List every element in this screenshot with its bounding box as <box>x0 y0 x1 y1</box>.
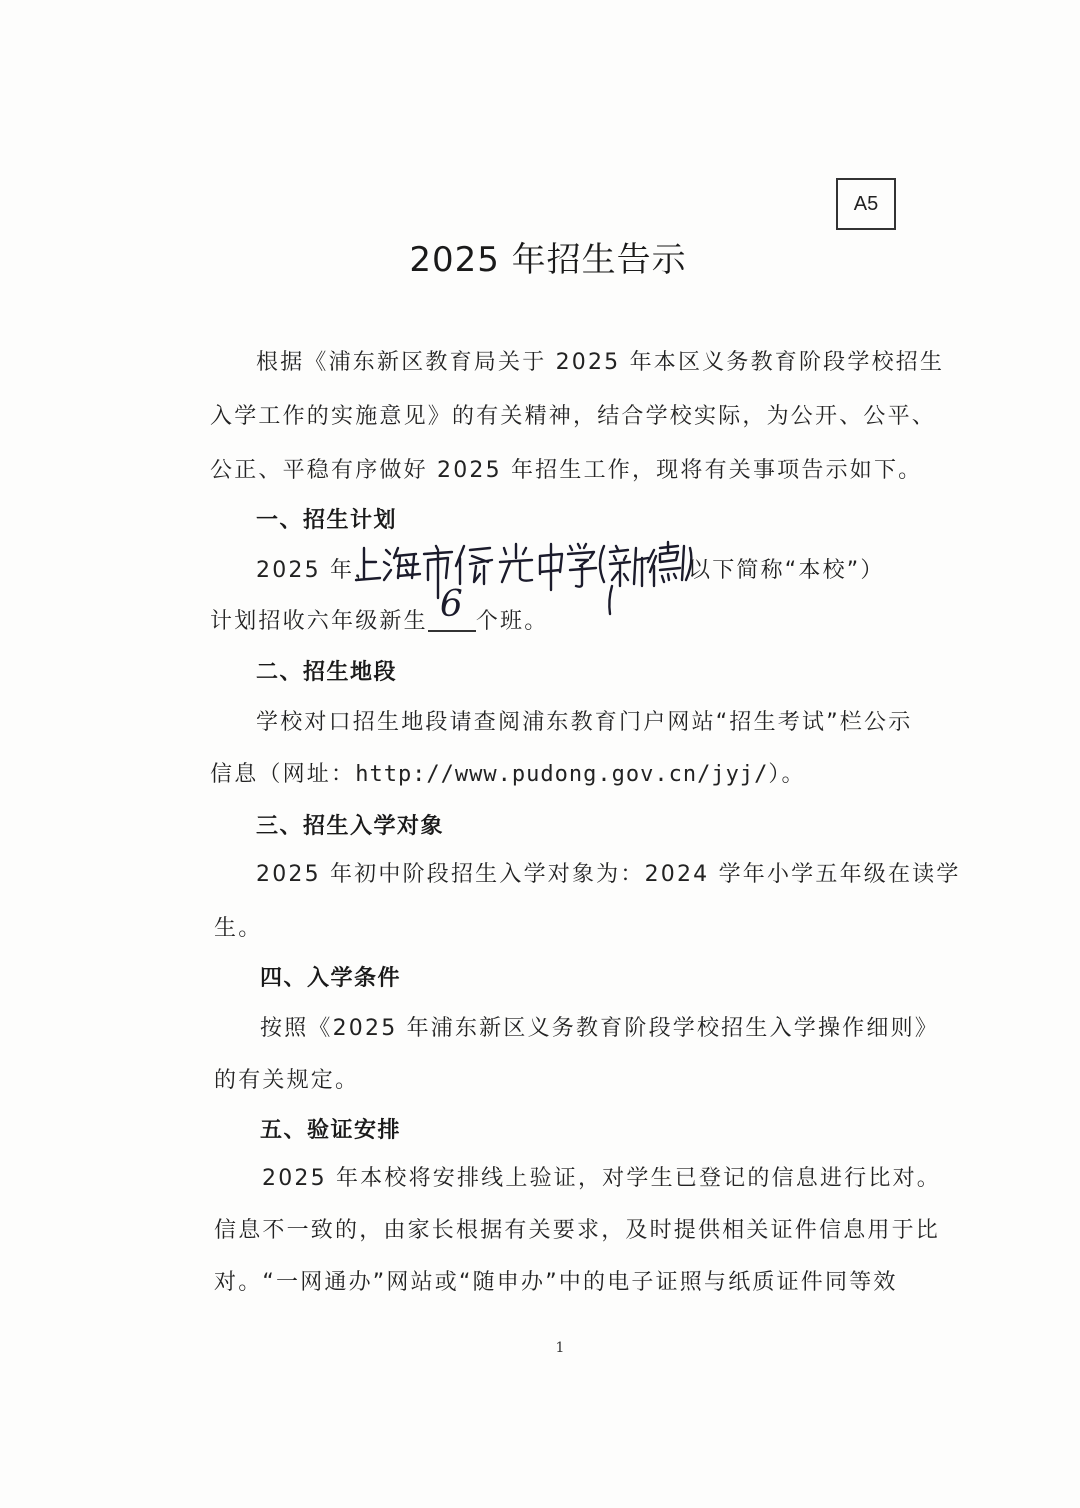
enrollment-plan-line-2-suffix: 个班。 <box>475 609 549 634</box>
fill-in-underline <box>428 630 476 632</box>
enrollment-zone-line-2 <box>210 760 806 790</box>
enrollment-zone-line-1: 学校对口招生地段请查阅浦东教育门户网站“招生考试”栏公示 <box>256 710 913 735</box>
intro-line-1: 根据《浦东新区教育局关于 2025 年本区义务教育阶段学校招生 <box>256 350 945 375</box>
page-number: 1 <box>555 1340 565 1356</box>
intro-line-3: 公正、平稳有序做好 2025 年招生工作，现将有关事项告示如下。 <box>210 458 923 483</box>
document-title: 2025 年招生告示 <box>409 240 687 280</box>
enrollment-zone-line-2-prefix: 信息（网址： <box>210 762 356 787</box>
handwritten-class-count: 6 <box>439 584 465 625</box>
admission-conditions-line-1: 按照《2025 年浦东新区义务教育阶段学校招生入学操作细则》 <box>260 1016 939 1041</box>
section-heading-eligible-students: 三、招生入学对象 <box>256 814 445 839</box>
eligible-students-line-2: 生。 <box>214 916 263 941</box>
section-heading-enrollment-zone: 二、招生地段 <box>256 660 398 685</box>
admission-conditions-line-2: 的有关规定。 <box>214 1068 360 1093</box>
enrollment-plan-line-2-prefix: 计划招收六年级新生 <box>210 609 428 634</box>
eligible-students-line-1: 2025 年初中阶段招生入学对象为：2024 学年小学五年级在读学 <box>256 862 961 887</box>
section-heading-verification: 五、验证安排 <box>260 1118 402 1143</box>
enrollment-zone-line-2-suffix: ）。 <box>768 762 806 787</box>
enrollment-plan-line-1-suffix: 以下简称“本校”） <box>688 558 885 583</box>
enrollment-plan-line-2 <box>210 584 549 637</box>
verification-line-1: 2025 年本校将安排线上验证，对学生已登记的信息进行比对。 <box>262 1166 941 1191</box>
pudong-education-url: http://www.pudong.gov.cn/jyj/ <box>355 762 769 787</box>
section-heading-enrollment-plan: 一、招生计划 <box>256 508 398 533</box>
class-count-blank <box>428 584 476 632</box>
verification-line-3: 对。“一网通办”网站或“随申办”中的电子证照与纸质证件同等效 <box>214 1270 898 1295</box>
section-heading-admission-conditions: 四、入学条件 <box>260 966 402 991</box>
document-code-box: A5 <box>836 178 896 230</box>
verification-line-2: 信息不一致的，由家长根据有关要求，及时提供相关证件信息用于比 <box>214 1218 941 1243</box>
enrollment-plan-line-1-prefix: 2025 年， <box>256 558 379 583</box>
intro-line-2: 入学工作的实施意见》的有关精神，结合学校实际，为公开、公平、 <box>210 404 937 429</box>
handwritten-school-name <box>354 540 694 616</box>
